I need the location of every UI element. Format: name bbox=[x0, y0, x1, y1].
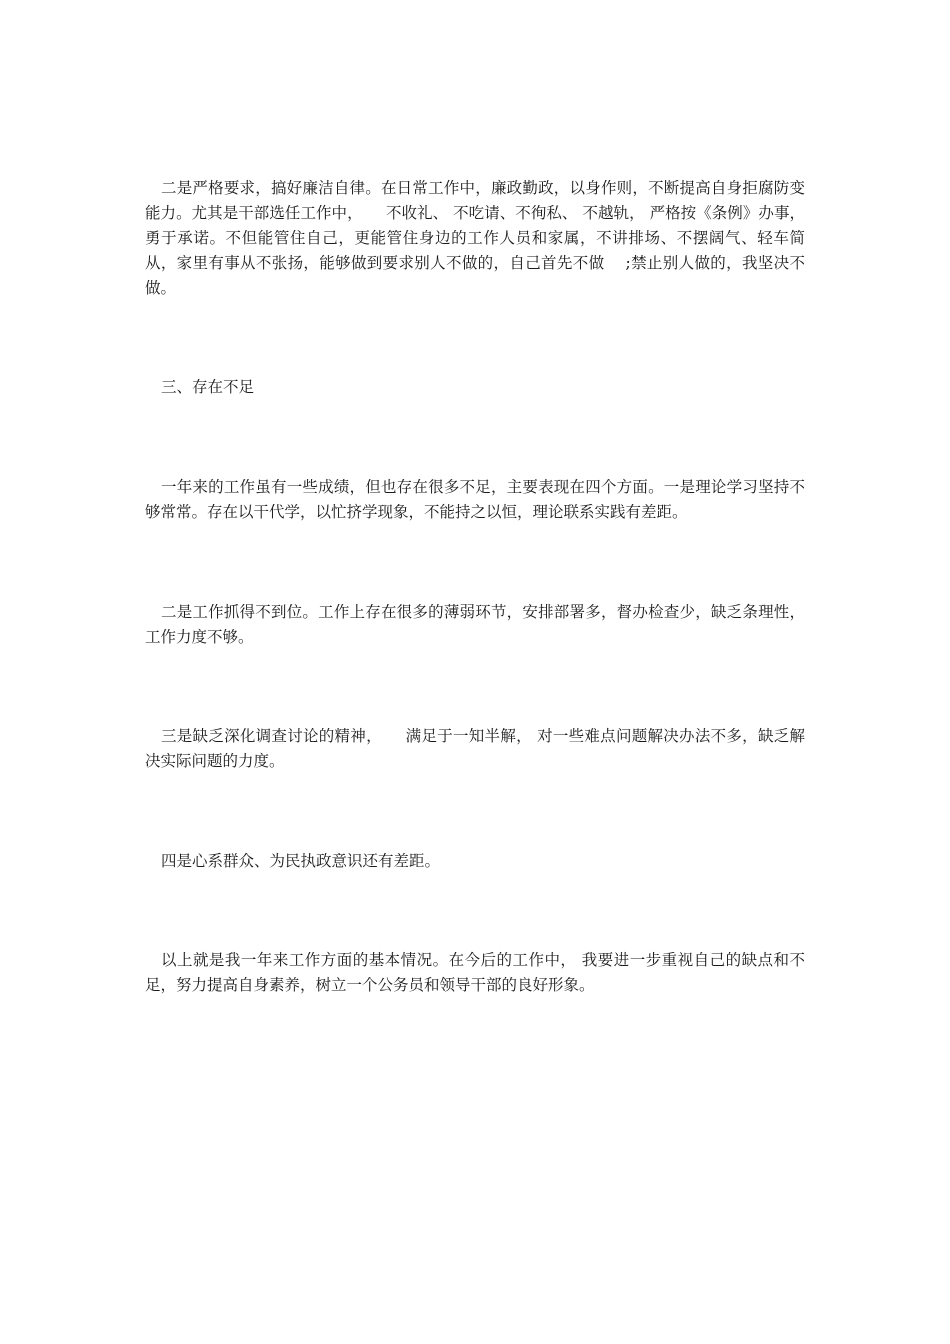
paragraph-shortcoming-work-implementation: 二是工作抓得不到位。工作上存在很多的薄弱环节，安排部署多，督办检查少，缺乏条理性，工作力度不够。 bbox=[145, 603, 805, 646]
paragraph-conclusion: 以上就是我一年来工作方面的基本情况。在今后的工作中， 我要进一步重视自己的缺点和不足，努力提高自身素养，树立一个公务员和领导干部的良好形象。 bbox=[145, 951, 805, 994]
paragraph-self-discipline: 二是严格要求，搞好廉洁自律。在日常工作中，廉政勤政，以身作则，不断提高自身拒腐防变能力。尤其是干部选任工作中， 不收礼、 不吃请、不徇私、 不越轨， 严格按《条例》办事，勇于承诺。不但能管住自己，更能管住身边的工作人员和家属，不讲排场、不摆阔气、轻车简从，家里有事从不张扬，能够做到要求别人不做的，自己首先不做 ;禁止别人做的，我坚决不做。 bbox=[145, 179, 805, 297]
paragraph-shortcoming-public-service: 四是心系群众、为民执政意识还有差距。 bbox=[161, 852, 441, 870]
paragraph-shortcoming-research-spirit: 三是缺乏深化调查讨论的精神， 满足于一知半解， 对一些难点问题解决办法不多，缺乏解决实际问题的力度。 bbox=[145, 727, 805, 770]
section-heading-shortcomings: 三、存在不足 bbox=[161, 378, 255, 396]
paragraph-shortcoming-theory-study: 一年来的工作虽有一些成绩，但也存在很多不足，主要表现在四个方面。一是理论学习坚持不够常常。存在以干代学，以忙挤学现象，不能持之以恒，理论联系实践有差距。 bbox=[145, 478, 805, 521]
